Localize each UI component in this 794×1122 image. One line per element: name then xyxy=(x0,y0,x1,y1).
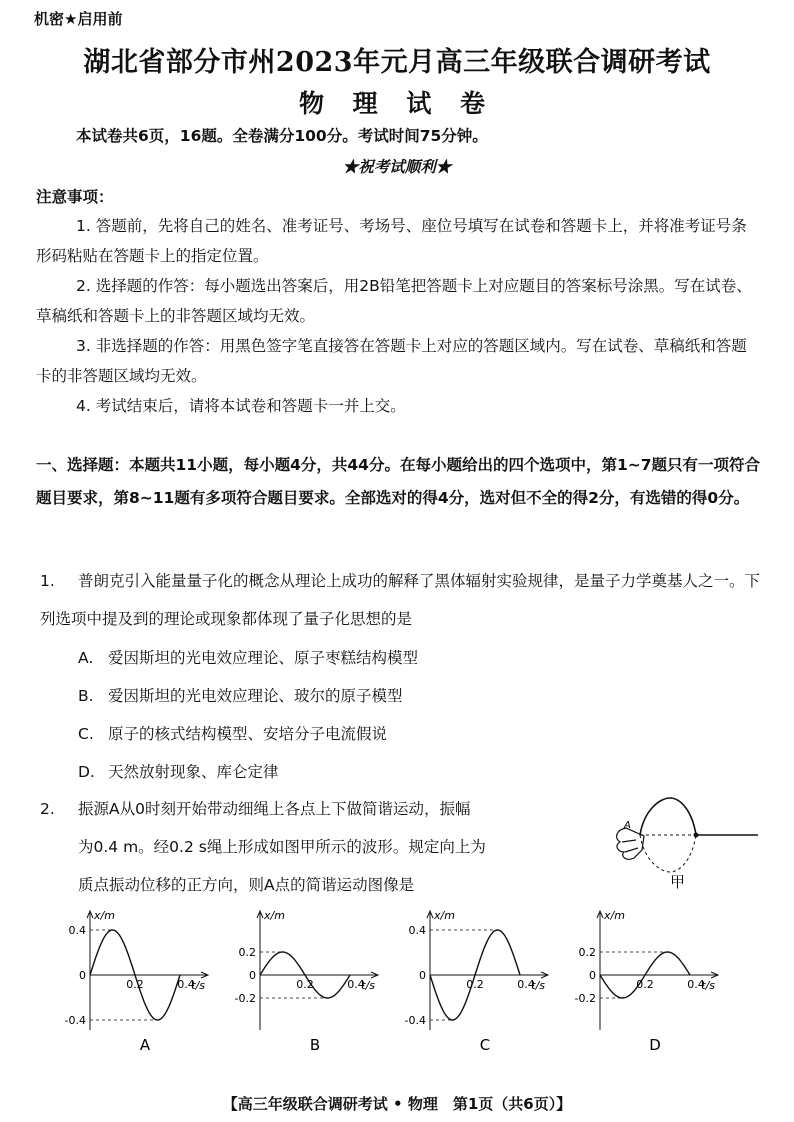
answer-graphs xyxy=(60,905,750,1065)
y-tick-label: 0 xyxy=(589,969,596,982)
option-letter: D. xyxy=(78,763,95,781)
subject-title: 物 理 试 卷 xyxy=(298,89,496,118)
y-tick-label: 0 xyxy=(249,969,256,982)
graph-d xyxy=(570,905,725,1055)
option-text: 天然放射现象、库仑定律 xyxy=(108,763,279,781)
x-tick-label: 0.2 xyxy=(296,978,314,991)
option-letter: B. xyxy=(78,687,94,705)
question-text: 振源A从0时刻开始带动细绳上各点上下做简谐运动，振幅 xyxy=(78,800,471,818)
figure-label: 甲 xyxy=(670,873,686,891)
y-tick-label: -0.2 xyxy=(234,992,256,1005)
x-axis-label: t/s xyxy=(361,979,375,992)
graph-option-label: A xyxy=(139,1036,151,1054)
wave-front-dot xyxy=(694,833,699,838)
x-tick-label: 0.2 xyxy=(466,978,484,991)
point-a-label: A xyxy=(624,820,631,831)
exam-info: 本试卷共6页，16题。全卷满分100分。考试时间75分钟。 xyxy=(76,127,488,145)
option-text: 爱因斯坦的光电效应理论、原子枣糕结构模型 xyxy=(108,649,419,667)
page-footer: 【高三年级联合调研考试 • 物理 第1页（共6页）】 xyxy=(222,1095,572,1113)
graph-c xyxy=(400,905,555,1055)
question-text: 普朗克引入能量量子化的概念从理论上成功的解释了黑体辐射实验规律，是量子力学奠基人之一。下列选项中提及到的理论或现象都体现了量子化思想的是 xyxy=(40,572,761,628)
notice-item: 2. 选择题的作答：每小题选出答案后，用2B铅笔把答题卡上对应题目的答案标号涂黑。写在试卷、草稿纸和答题卡上的非答题区域均无效。 xyxy=(36,277,752,325)
option-a xyxy=(78,646,418,668)
question-2-line: 为0.4 m。经0.2 s绳上形成如图甲所示的波形。规定向上为 xyxy=(78,838,486,856)
notice-item: 1. 答题前，先将自己的姓名、准考证号、考场号、座位号填写在试卷和答题卡上，并将准考证号条形码粘贴在答题卡上的指定位置。 xyxy=(36,217,747,265)
graph-option-label: D xyxy=(649,1036,661,1054)
option-letter: C. xyxy=(78,725,94,743)
notice-item: 3. 非选择题的作答：用黑色签字笔直接答在答题卡上对应的答题区域内。写在试卷、草稿纸和答题卡的非答题区域均无效。 xyxy=(36,337,747,385)
graph-option-label: B xyxy=(309,1036,321,1054)
y-tick-label: 0 xyxy=(419,969,426,982)
graph-option-label: C xyxy=(479,1036,491,1054)
x-tick-label: 0.2 xyxy=(636,978,654,991)
option-text: 原子的核式结构模型、安培分子电流假说 xyxy=(108,725,388,743)
question-number: 2. xyxy=(40,800,55,818)
exam-title: 湖北省部分市州2023年元月高三年级联合调研考试 xyxy=(83,47,711,78)
y-tick-label: 0 xyxy=(79,969,86,982)
option-text: 爱因斯坦的光电效应理论、玻尔的原子模型 xyxy=(108,687,403,705)
graph-b xyxy=(230,905,385,1055)
x-tick-label: 0.4 xyxy=(177,978,195,991)
y-tick-label: 0.2 xyxy=(578,946,596,959)
question-2-line xyxy=(40,790,600,828)
section-1-instructions xyxy=(36,449,764,515)
y-tick-label: 0.4 xyxy=(68,924,86,937)
x-axis-label: t/s xyxy=(701,979,715,992)
y-axis-label: x/m xyxy=(94,909,115,922)
wave-crest xyxy=(640,798,696,835)
y-tick-label: -0.4 xyxy=(404,1014,426,1027)
x-axis-label: t/s xyxy=(531,979,545,992)
option-b xyxy=(78,684,403,706)
x-axis-label: t/s xyxy=(191,979,205,992)
y-tick-label: -0.2 xyxy=(574,992,596,1005)
wave-figure xyxy=(608,790,768,900)
question-1 xyxy=(40,562,760,638)
confidential-label: 机密★启用前 xyxy=(34,10,123,28)
y-axis-label: x/m xyxy=(604,909,625,922)
y-axis-label: x/m xyxy=(264,909,285,922)
y-tick-label: 0.2 xyxy=(238,946,256,959)
option-d xyxy=(78,760,279,782)
graph-a xyxy=(60,905,215,1055)
y-tick-label: -0.4 xyxy=(64,1014,86,1027)
good-luck-line: ★祝考试顺利★ xyxy=(342,157,452,176)
y-axis-label: x/m xyxy=(434,909,455,922)
option-c xyxy=(78,722,387,744)
section-1-head: 一、选择题： xyxy=(36,456,130,474)
option-letter: A. xyxy=(78,649,94,667)
section-1-text: 本题共11小题，每小题4分，共44分。在每小题给出的四个选项中，第1~7题只有一项符合题目要求，第8~11题有多项符合题目要求。全部选对的得4分，选对但不全的得2分，有选错的得0分。 xyxy=(36,456,760,507)
notice-item: 4. 考试结束后，请将本试卷和答题卡一并上交。 xyxy=(76,397,406,415)
question-2-line: 质点振动位移的正方向，则A点的简谐运动图像是 xyxy=(78,876,415,894)
question-2 xyxy=(40,790,600,904)
x-tick-label: 0.4 xyxy=(687,978,705,991)
x-tick-label: 0.2 xyxy=(126,978,144,991)
y-tick-label: 0.4 xyxy=(408,924,426,937)
x-tick-label: 0.4 xyxy=(517,978,535,991)
notice-heading: 注意事项： xyxy=(36,188,114,206)
x-tick-label: 0.4 xyxy=(347,978,365,991)
wave-dashed xyxy=(640,835,696,872)
question-number: 1. xyxy=(40,572,55,590)
